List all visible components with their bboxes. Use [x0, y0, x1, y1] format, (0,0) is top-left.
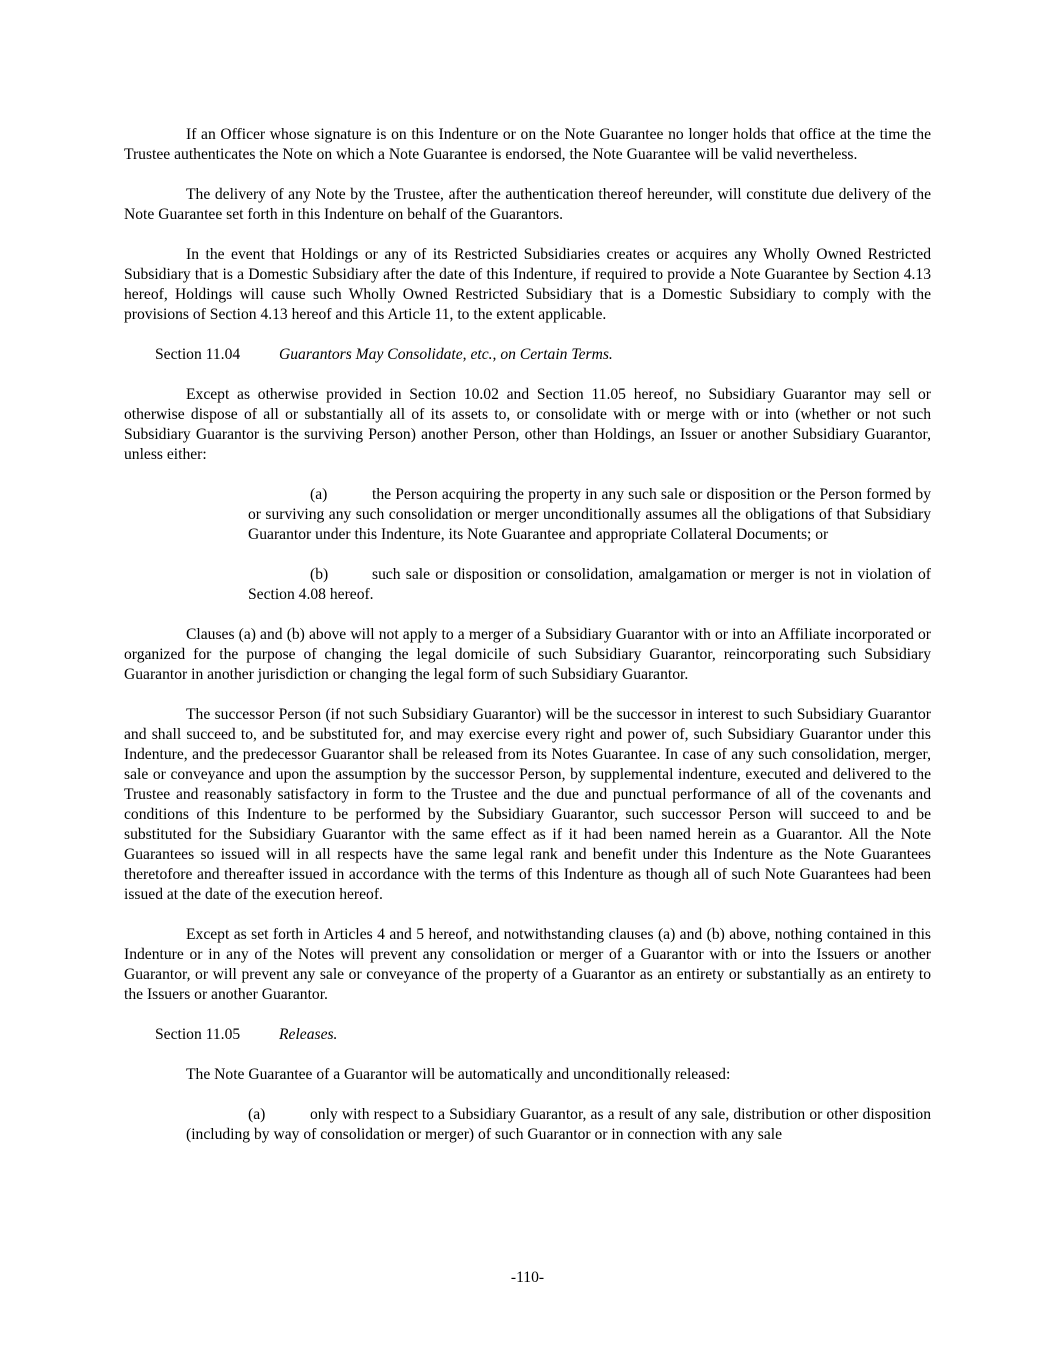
clause-text: only with respect to a Subsidiary Guarantor, as a result of any sale, distribution or other disposition (including by way of consolidation or merger) of such Guarantor or in connection with any sale	[186, 1106, 931, 1143]
paragraph-restricted-subsidiaries: In the event that Holdings or any of its Restricted Subsidiaries creates or acquires any Wholly Owned Restricted Subsidiary that is a Domestic Subsidiary after the date of this Indenture, if required to provide a Note Guarantee by Section 4.13 hereof, Holdings will cause such Wholly Owned Restricted Subsidiary that is a Domestic Subsidiary to comply with the provisions of Section 4.13 hereof and this Article 11, to the extent applicable.	[124, 246, 931, 323]
clause-a-1104	[248, 485, 931, 545]
section-number: Section 11.05	[155, 1026, 241, 1043]
paragraph-note-delivery: The delivery of any Note by the Trustee, after the authentication thereof hereunder, will constitute due delivery of the Note Guarantee set forth in this Indenture on behalf of the Guarantors.	[124, 186, 931, 223]
paragraph-release-intro: The Note Guarantee of a Guarantor will be automatically and unconditionally released:	[186, 1066, 731, 1083]
clause-b-1104	[248, 565, 931, 605]
paragraph-officer-signature: If an Officer whose signature is on this Indenture or on the Note Guarantee no longer holds that office at the time the Trustee authenticates the Note on which a Note Guarantee is endorsed, the Note Guarantee will be valid nevertheless.	[124, 126, 931, 163]
section-heading-11-05	[124, 1025, 931, 1045]
clause-text: such sale or disposition or consolidation, amalgamation or merger is not in violation of Section 4.08 hereof.	[248, 566, 931, 603]
paragraph-affiliate-merger: Clauses (a) and (b) above will not apply to a merger of a Subsidiary Guarantor with or into an Affiliate incorporated or organized for the purpose of changing the legal domicile of such Subsidiary Guarantor, reincorporating such Subsidiary Guarantor in another jurisdiction or changing the legal form of such Subsidiary Guarantor.	[124, 626, 931, 683]
paragraph-articles-exception: Except as set forth in Articles 4 and 5 hereof, and notwithstanding clauses (a) and (b) above, nothing contained in this Indenture or in any of the Notes will prevent any consolidation or merger of a Guarantor with or into the Issuers or another Guarantor, or will prevent any sale or conveyance of the property of a Guarantor as an entirety or substantially as an entirety to the Issuers or another Guarantor.	[124, 926, 931, 1003]
page-number: -110-	[510, 1269, 545, 1286]
clause-a-1105	[186, 1105, 931, 1145]
section-title: Guarantors May Consolidate, etc., on Certain Terms.	[279, 346, 613, 363]
section-title: Releases.	[279, 1026, 338, 1043]
paragraph-successor-person: The successor Person (if not such Subsidiary Guarantor) will be the successor in interest to such Subsidiary Guarantor and shall succeed to, and be substituted for, and may exercise every right and power of, such Subsidiary Guarantor under this Indenture, and the predecessor Guarantor shall be released from its Notes Guarantee. In case of any such consolidation, merger, sale or conveyance and upon the assumption by the successor Person, by supplemental indenture, executed and delivered to the Trustee and reasonably satisfactory in form to the Trustee and the due and punctual performance of all of the covenants and conditions of this Indenture to be performed by the Subsidiary Guarantor, such successor Person will succeed to and be substituted for the Subsidiary Guarantor with the same effect as if it had been named herein as a Guarantor. All the Note Guarantees so issued will in all respects have the same legal rank and benefit under this Indenture as the Note Guarantees theretofore and thereafter issued in accordance with the terms of this Indenture as though all of such Note Guarantees had been issued at the date of the execution hereof.	[124, 706, 931, 903]
clause-label: (a)	[310, 486, 328, 503]
section-number: Section 11.04	[155, 346, 241, 363]
document-page	[124, 125, 931, 1165]
clause-label: (b)	[310, 566, 329, 583]
section-heading-11-04	[124, 345, 931, 365]
clause-text: the Person acquiring the property in any such sale or disposition or the Person formed by or surviving any such consolidation or merger unconditionally assumes all the obligations of that Subsidiary Guarantor under this Indenture, its Note Guarantee and appropriate Collateral Documents; or	[248, 486, 931, 543]
clause-label: (a)	[248, 1106, 266, 1123]
paragraph-consolidation-restriction: Except as otherwise provided in Section 10.02 and Section 11.05 hereof, no Subsidiary Guarantor may sell or otherwise dispose of all or substantially all of its assets to, or consolidate with or merge with or into (whether or not such Subsidiary Guarantor is the surviving Person) another Person, other than Holdings, an Issuer or another Subsidiary Guarantor, unless either:	[124, 386, 931, 463]
